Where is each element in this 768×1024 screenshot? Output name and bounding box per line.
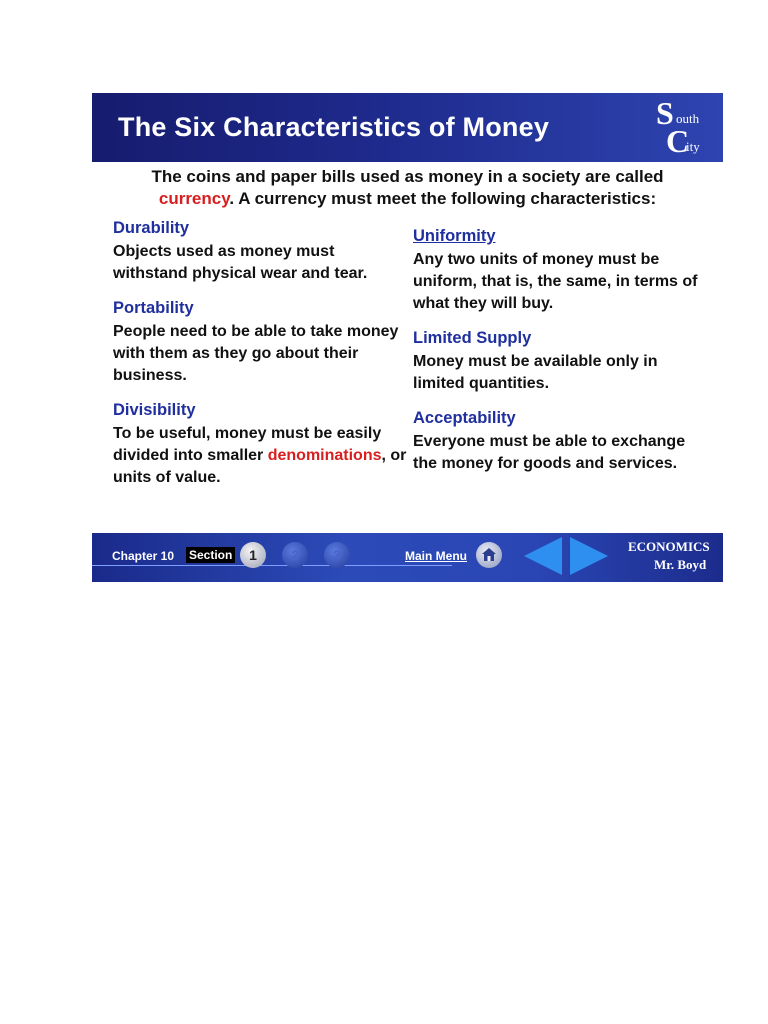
characteristic-heading: Divisibility <box>113 401 196 419</box>
left-column <box>113 218 413 502</box>
section-label: Section <box>186 547 235 563</box>
slide-title: The Six Characteristics of Money <box>118 112 550 142</box>
section-1-button[interactable]: 1 <box>240 542 266 568</box>
main-menu-link[interactable]: Main Menu <box>405 549 467 563</box>
footer-nav-bar <box>92 533 723 582</box>
characteristic-divisibility <box>113 400 413 489</box>
previous-arrow-icon[interactable] <box>524 537 562 575</box>
characteristic-heading: Durability <box>113 219 190 237</box>
characteristic-heading: Portability <box>113 299 194 317</box>
home-button[interactable] <box>476 542 502 568</box>
chapter-label: Chapter 10 <box>112 549 175 563</box>
characteristic-portability <box>113 298 413 387</box>
home-icon <box>476 542 502 568</box>
south-city-logo: S outh C ity <box>656 95 700 159</box>
characteristic-body: Everyone must be able to exchange the money for goods and services. <box>413 433 686 472</box>
characteristic-durability <box>113 218 413 285</box>
economics-label: ECONOMICS <box>628 539 710 554</box>
teacher-label: Mr. Boyd <box>654 557 707 572</box>
characteristic-heading: Acceptability <box>413 409 516 427</box>
characteristic-body: People need to be able to take money with them as they go about their business. <box>113 323 399 384</box>
characteristic-heading: Uniformity <box>413 227 496 245</box>
characteristic-body: Money must be available only in limited quantities. <box>413 353 658 392</box>
characteristic-body: To be useful, money must be easily divided into smaller denominations, or units of value. <box>113 425 407 486</box>
next-arrow-icon[interactable] <box>570 537 608 575</box>
characteristic-acceptability <box>413 408 713 475</box>
section-2-button[interactable]: 2 <box>282 542 308 568</box>
characteristic-heading: Limited Supply <box>413 329 532 347</box>
section-3-button[interactable]: 3 <box>324 542 350 568</box>
denominations-term: denominations <box>267 447 382 464</box>
currency-term: currency <box>158 189 230 208</box>
characteristic-uniformity <box>413 226 713 315</box>
title-bar <box>92 93 723 162</box>
footer-divider <box>92 565 452 566</box>
characteristic-limited-supply <box>413 328 713 395</box>
right-column <box>413 226 713 488</box>
slide <box>92 93 723 582</box>
characteristic-body: Any two units of money must be uniform, that is, the same, in terms of what they will buy. <box>413 251 698 312</box>
characteristic-body: Objects used as money must withstand physical wear and tear. <box>113 243 368 282</box>
intro-text: The coins and paper bills used as money in a society are called currency. A currency must meet the following characteristics: <box>151 167 664 208</box>
